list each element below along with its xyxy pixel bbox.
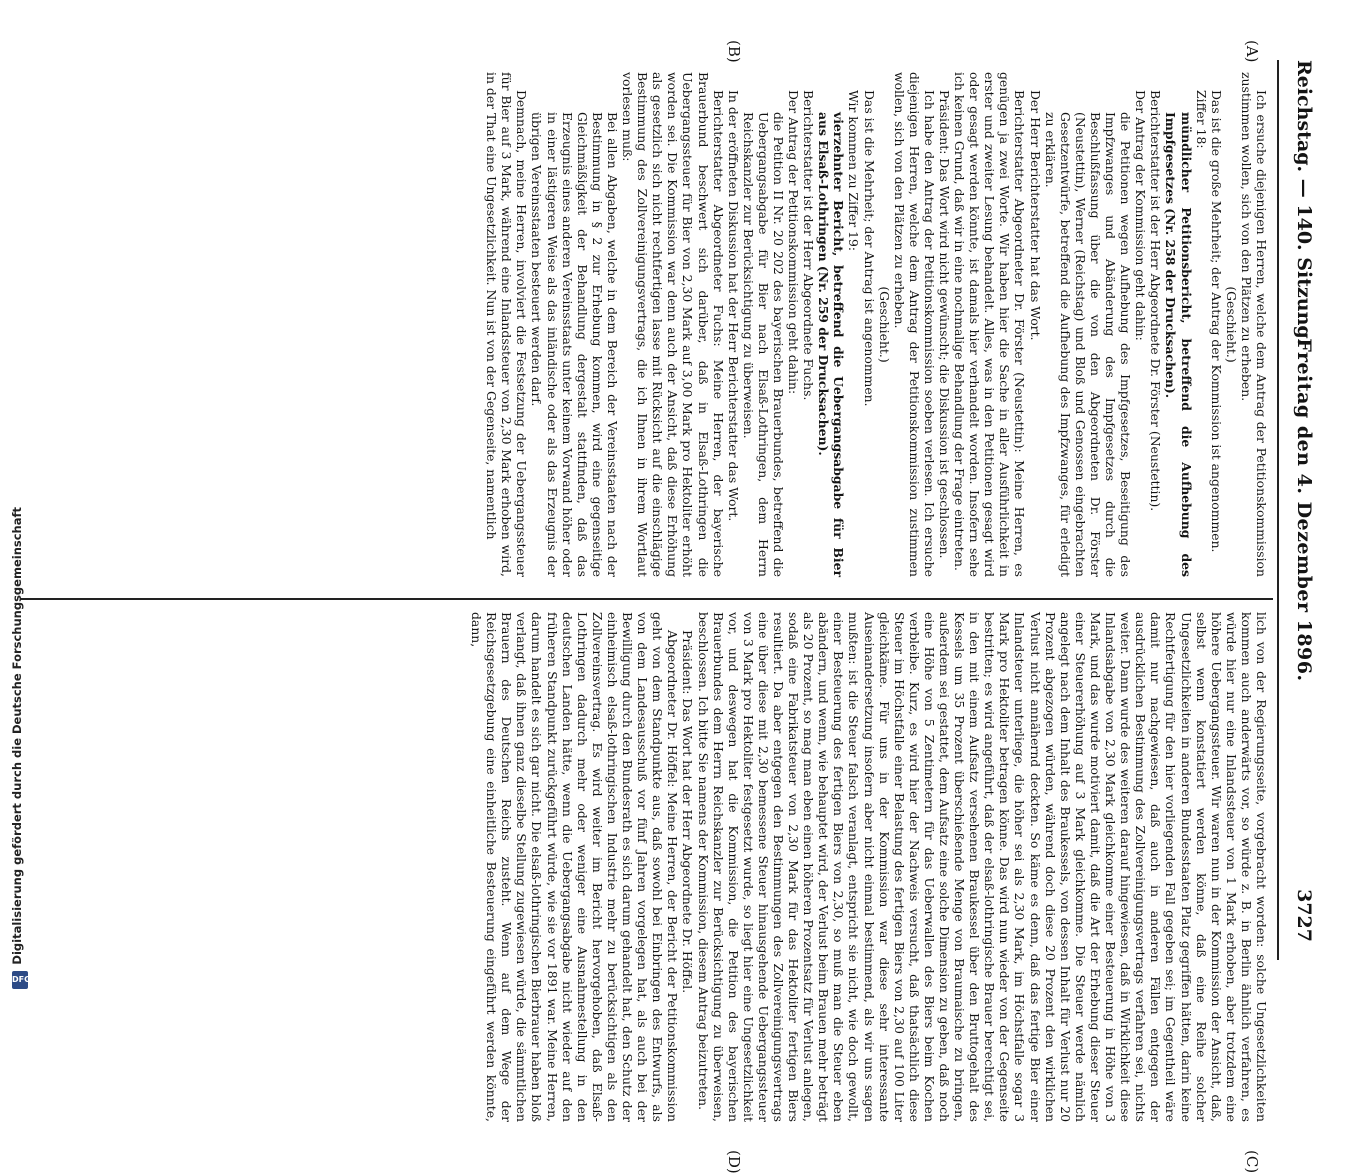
left-column-paragraph: Berichterstatter Abgeordneter Dr. Förster (Neustettin): Meine Herren, es genügen ja zwei Worte. Wir haben hier die Sache in aller Ausführlichkeit in erster und zweiter Lesung behandelt. Alles, was in den Petitionen gesagt wird oder gesagt werden könnte, ist damals hier verhandelt worden. Insofern sehe ich keinen Grund, daß wir in eine nochmalige Behandlung der Frage eintreten. xyxy=(952,72,1028,577)
left-column-paragraph: Der Herr Berichterstatter hat das Wort. xyxy=(1027,90,1043,341)
right-column xyxy=(469,612,1269,1122)
left-column-paragraph: Der Antrag der Petitionskommission geht dahin: xyxy=(786,90,802,395)
left-column-paragraph: (Geschieht.) xyxy=(876,286,892,363)
page-number: 3727 xyxy=(1293,889,1315,942)
margin-letter-a: (A) xyxy=(1243,40,1261,63)
left-column-paragraph: vierzehnter Bericht, betreffend die Uebergangsabgabe für Bier aus Elsaß-Lothringen (Nr. 259 der Drucksachen). xyxy=(816,112,847,577)
header-session: Reichstag. — 140. Sitzung. xyxy=(1293,60,1315,346)
right-column-paragraph: Abgeordneter Dr. Höffel: Meine Herren, der Bericht der Petitionskommission geht von dem Standpunkte aus, daß sowohl bei Einbringen des Entwurfs, als von dem Landesausschuß vor fünf Jahren vorgelegen hat, als auch bei der Bewilligung durch den Bundesrath es sich darum gehandelt hat, den Schutz der einheimisch elsaß-lothringischen Industrie mehr zu berücksichtigen als den Zollvereinsvertrag. Es wird weiter im Bericht hervorgehoben, daß Elsaß-Lothringen dadurch mehr oder weniger eine Ausnahmestellung in den deutschen Landen hätte, wenn die Uebergangsabgabe nicht wieder auf den früheren Standpunkt zurückgeführt würde, wie sie vor 1891 war. Meine Herren, darum handelt es sich gar nicht. Die elsaß-lothringischen Bierbrauer haben bloß verlangt, daß ihnen ganz dieselbe Stellung zugewiesen würde, die sämmtlichen Brauern des Deutschen Reichs zusteht. Wenn auf dem Wege der Reichsgesetzgebung eine einheitliche Besteuerung eingeführt werden könnte, dann, xyxy=(469,612,681,1122)
left-column-paragraph: Berichterstatter Abgeordneter Fuchs: Meine Herren, der bayerische Brauerbund beschwert sich darüber, daß in Elsaß-Lothringen die Uebergangssteuer für Bier von 2,30 Mark auf 3,00 Mark pro Hektoliter erhöht worden sei. Die Kommission war denn auch der Ansicht, daß diese Erhöhung als gesetzlich sich nicht rechtfertigen lasse mit Rücksicht auf die einschlägige Bestimmung des Zollvereinigungsvertrags, die ich Ihnen in ihrem Wortlaut vorlesen muß: xyxy=(620,72,726,577)
left-column-paragraph: Das ist die große Mehrheit; der Antrag der Kommission ist angenommen. xyxy=(1208,90,1224,553)
header-rule xyxy=(1277,60,1279,960)
margin-letter-b: (B) xyxy=(725,40,743,63)
dfg-logo: DFG xyxy=(12,971,28,989)
digitization-note xyxy=(10,14,30,989)
left-column-paragraph: mündlicher Petitionsbericht, betreffend die Aufhebung des Impfgesetzes (Nr. 258 der Drucksachen). xyxy=(1163,112,1194,577)
left-column-paragraph: die Petition II Nr. 20 202 des bayerischen Brauerbundes, betreffend die Uebergangsabgabe für Bier nach Elsaß-Lothringen, dem Herrn Reichskanzler zur Berücksichtigung zu überweisen. xyxy=(740,112,786,577)
left-column-paragraph: In der eröffneten Diskussion hat der Herr Berichterstatter das Wort. xyxy=(725,90,741,522)
left-column-paragraph: Ich ersuche diejenigen Herren, welche dem Antrag der Petitionskommission zustimmen wollen, sich von den Plätzen zu erheben. xyxy=(1238,72,1269,577)
left-column-paragraph: die Petitionen wegen Aufhebung des Impfgesetzes, Beseitigung des Impfzwanges und Abänderung des Impfgesetzes durch die Beschlußfassung über die von den Abgeordneten Dr. Förster (Neustettin), Werner (Reichstag) und Bloß und Genossen eingebrachten Gesetzentwürfe, betreffend die Aufhebung des Impfzwanges, für erledigt zu erklären. xyxy=(1042,112,1134,577)
margin-letter-c: (C) xyxy=(1243,1150,1261,1174)
left-column-paragraph: Berichterstatter ist der Herr Abgeordnete Dr. Förster (Neustettin). xyxy=(1148,90,1164,512)
column-divider xyxy=(20,598,1273,600)
right-column-paragraph: Präsident: Das Wort hat der Herr Abgeordnete Dr. Höffel. xyxy=(680,630,696,994)
left-column xyxy=(484,72,1269,577)
left-column-paragraph: Bei allen Abgaben, welche in dem Bereich der Vereinsstaaten nach der Bestimmung in § 2 zur Erhebung kommen, wird eine gegenseitige Gleichmäßigkeit der Behandlung dergestalt stattfinden, daß das Erzeugnis eines anderen Vereinsstaats unter keinem Vorwand höher oder in einer lästigeren Weise als das inländische oder als das Erzeugnis der übrigen Vereinsstaaten besteuert werden darf. xyxy=(529,112,620,577)
left-column-paragraph: Das ist die Mehrheit; der Antrag ist angenommen. xyxy=(861,90,877,407)
left-column-paragraph: Präsident: Das Wort wird nicht gewünscht; die Diskussion ist geschlossen. xyxy=(937,90,953,559)
margin-letter-d: (D) xyxy=(725,1150,743,1174)
right-column-paragraph: lich von der Regierungsseite, vorgebracht worden: solche Ungesetzlichkeiten kommen auch anderwärts vor, so würde z. B. in Berlin ähnlich verfahren, es würde hier nur eine Inlandssteuer von 1 Mark erhoben, aber trotzdem eine höhere Uebergangssteuer. Wir waren nun in der Kommission der Ansicht, daß, selbst wenn konstatiert werden könne, daß eine Reihe solcher Ungesetzlichkeiten in anderen Bundesstaaten Platz gegriffen hätten, darin keine Rechtfertigung für den hier vorliegenden Fall gegeben sei; im Gegentheil wäre damit nur nachgewiesen, daß auch in anderen Fällen entgegen der ausdrücklichen Bestimmung des Zollvereinigungsvertrags verfahren sei, nichts weiter. Dann wurde des weiteren darauf hingewiesen, daß in Wirklichkeit diese Inlandsabgabe von 2,30 Mark gleichkomme einer Besteuerung in Höhe von 3 Mark, und das wurde motiviert damit, daß die Art der Erhebung dieser Steuer einer Steuererhöhung auf 3 Mark gleichkomme. Die Steuer werde nämlich angelegt nach dem Inhalt des Braukessels, von dessen Inhalt für Verlust nur 20 Prozent abgezogen würden, während doch diese 20 Prozent den wirklichen Verlust nicht annähernd deckten. So käme es denn, daß das fertige Bier einer Inlandsteuer unterliege, die höher sei als 2,30 Mark, im Höchstfalle sogar 3 Mark pro Hektoliter betragen könne. Das wird nun wieder von der Gegenseite bestritten; es wird angeführt, daß der elsaß-lothringische Brauer berechtigt sei, in den mit einem Aufsatz versehenen Braukessel über den Bruttogehalt des Kessels um 35 Prozent überschießende Menge von Braumaische zu bringen, außerdem sei gestattet, dem Aufsatz eine solche Dimension zu geben, daß noch eine Höhe von 5 Zentimetern für das Ueberwallen des Biers beim Kochen verbleibe. Kurz, es wird hier der Nachweis versucht, daß thatsächlich diese Steuer im Höchstfalle einer Belastung des fertigen Biers von 2,30 auf 100 Liter gleichkäme. Für uns in der Kommission war diese sehr interessante Auseinandersetzung insofern aber nicht einmal bestimmend, als wir uns sagen mußten: ist die Steuer falsch veranlagt, entspricht sie nicht, wie doch gewollt, einer Besteuerung des fertigen Biers von 2,30, so muß man die Steuer eben abändern, und wenn, wie behauptet wird, der Verlust beim Brauen mehr beträgt als 20 Prozent, so mag man eben einen höheren Prozentsatz für Verlust anlegen, sodaß eine Fabrikatsteuer von 2,30 Mark für das Hektoliter fertigen Biers resultiert. Da aber entgegen den Bestimmungen des Zollvereinigungsvertrags eine über diese mit 2,30 bemessene Steuer hinausgehende Uebergangssteuer von 3 Mark pro Hektoliter festgesetzt wurde, so liegt hier eine Ungesetzlichkeit vor, und deswegen hat die Kommission, die Petition des bayerischen Brauerbundes dem Herrn Reichskanzler zur Berücksichtigung zu überweisen, beschlossen. Ich bitte Sie namens der Kommission, diesem Antrag beizutreten. xyxy=(695,612,1269,1122)
header-date: Freitag den 4. Dezember 1896. xyxy=(1293,338,1315,682)
dfg-credit-text: Digitalisierung gefördert durch die Deutsche Forschungsgemeinschaft xyxy=(10,507,24,965)
left-column-paragraph: (Geschieht.) xyxy=(1223,286,1239,363)
left-column-paragraph: Der Antrag der Kommission geht dahin: xyxy=(1133,90,1149,341)
left-column-paragraph: Ziffer 18: xyxy=(1193,90,1209,149)
left-column-paragraph: Ich habe den Antrag der Petitionskommission soeben verlesen. Ich ersuche diejenigen Herren, welche dem Antrag der Petitionskommission zustimmen wollen, sich von den Plätzen zu erheben. xyxy=(891,72,937,577)
left-column-paragraph: Wir kommen zu Ziffer 19: xyxy=(846,90,862,252)
left-column-paragraph: Demnach, meine Herren, involviert die Festsetzung der Uebergangssteuer für Bier auf 3 Mark, während eine Inlandssteuer von 2,30 Mark erhoben wird, in der That eine Ungesetzlichkeit. Nun ist von der Gegenseite, namentlich xyxy=(484,72,530,577)
left-column-paragraph: Berichterstatter ist der Herr Abgeordnete Fuchs. xyxy=(801,90,817,401)
page-header xyxy=(1285,60,1323,960)
